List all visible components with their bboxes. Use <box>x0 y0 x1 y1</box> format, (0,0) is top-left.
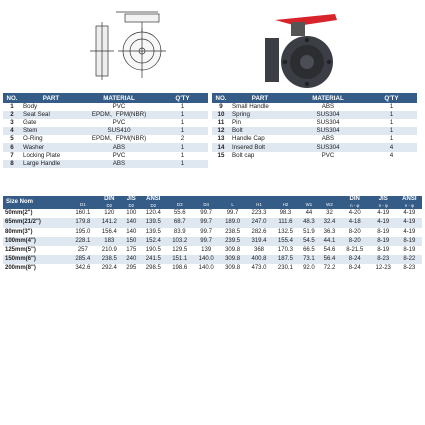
part-material: EPDM、FPM(NBR) <box>91 135 147 143</box>
dim-value: 54.6 <box>323 247 336 254</box>
parts-row <box>3 143 208 151</box>
col-qty: Q'TY <box>157 93 208 103</box>
dim-column-symbol: W2 <box>326 202 333 208</box>
dim-value: 4-19 <box>403 228 416 235</box>
dim-value: 292.4 <box>101 265 117 272</box>
dim-value: 99.7 <box>193 237 219 246</box>
dim-value: 8-24 <box>348 265 361 272</box>
part-qty: 1 <box>366 127 417 135</box>
part-name: Seat Seal <box>21 111 81 119</box>
part-name: Gate <box>23 119 37 127</box>
dim-value: 99.7 <box>193 218 219 227</box>
dim-value: 140 <box>122 218 140 227</box>
part-number: 6 <box>3 143 21 151</box>
dim-value: 103.2 <box>167 237 193 246</box>
dim-row <box>3 237 422 246</box>
dim-value: 190.5 <box>145 247 161 254</box>
dim-value: 309.8 <box>225 265 241 272</box>
dim-column-standard: ANSI <box>146 196 161 202</box>
part-name: Large Handle <box>21 160 81 168</box>
dim-value: 32 <box>326 210 333 217</box>
dim-value: 4-20 <box>348 210 361 217</box>
dim-row <box>3 209 422 218</box>
dim-value: 139.5 <box>145 228 161 235</box>
dim-column-symbol: W1 <box>305 202 313 208</box>
dim-value: 4-19 <box>403 210 416 217</box>
part-qty: 1 <box>389 103 394 111</box>
part-number: 1 <box>10 103 14 111</box>
part-name: Spring <box>230 111 290 119</box>
dim-row <box>3 255 422 264</box>
dim-column-standard: ANSI <box>402 196 417 202</box>
dim-value: 295 <box>126 265 137 272</box>
parts-row <box>212 143 417 151</box>
dim-value: 170.3 <box>277 247 293 254</box>
dim-value: 156.4 <box>101 228 117 235</box>
part-material: SUS304 <box>290 127 366 135</box>
dim-column-symbol: n - φ <box>404 202 414 208</box>
part-material: SUS304 <box>290 143 366 151</box>
col-material: MATERIAL <box>81 93 157 103</box>
part-qty: 1 <box>389 119 394 127</box>
dim-value: 73.1 <box>299 255 320 264</box>
part-number: 3 <box>10 119 14 127</box>
part-number: 5 <box>10 135 14 143</box>
part-material: PVC <box>112 119 126 127</box>
col-size-nom: Size Nom <box>3 196 70 209</box>
dim-value: 100 <box>126 210 137 217</box>
dim-value: 8-23 <box>370 255 397 264</box>
dim-value: 187.5 <box>272 255 298 264</box>
dim-value: 4-19 <box>370 218 397 227</box>
part-name: Insered Bolt <box>230 143 290 151</box>
dim-value: 98.3 <box>279 210 292 217</box>
dim-column-symbol: D2 <box>150 202 157 208</box>
part-name: Washer <box>21 143 81 151</box>
dim-value: 55.6 <box>173 210 186 217</box>
dim-value: 179.8 <box>70 218 96 227</box>
dim-column-header <box>122 196 140 209</box>
part-number: 14 <box>212 143 230 151</box>
part-qty: 4 <box>389 151 394 159</box>
parts-row <box>3 103 208 111</box>
valve-technical-drawing <box>88 8 168 84</box>
dim-value: 68.7 <box>167 218 193 227</box>
dim-value: 257 <box>77 247 88 254</box>
part-material: PVC <box>112 151 126 159</box>
dim-column-standard: JIS <box>126 196 136 202</box>
part-qty: 1 <box>157 143 208 151</box>
part-number: 13 <box>217 135 225 143</box>
parts-row <box>212 111 417 119</box>
col-material: MATERIAL <box>290 93 366 103</box>
dim-value: 210.9 <box>101 247 117 254</box>
part-material: SUS304 <box>290 111 366 119</box>
dim-value: 140.0 <box>198 265 214 272</box>
dim-value: 8-24 <box>340 255 370 264</box>
parts-row <box>212 103 417 111</box>
dim-column-symbol: D4 <box>203 202 209 208</box>
dim-row <box>3 246 422 255</box>
part-name: Small Handle <box>232 103 269 111</box>
parts-row <box>3 160 208 168</box>
dim-value: 8-19 <box>397 237 422 246</box>
part-material: ABS <box>321 103 335 111</box>
parts-table-right <box>212 93 417 160</box>
col-no: NO. <box>3 93 21 103</box>
dim-value: 92.0 <box>303 265 315 272</box>
part-name: Bolt <box>230 127 290 135</box>
dim-value: 8-22 <box>397 255 422 264</box>
dim-value: 368 <box>253 247 264 254</box>
part-qty: 1 <box>389 135 394 143</box>
dim-value: 8-21.5 <box>346 247 364 254</box>
dim-value: 309.8 <box>219 255 245 264</box>
part-number: 2 <box>3 111 21 119</box>
dim-value: 285.4 <box>70 255 96 264</box>
part-number: 7 <box>10 151 14 159</box>
dim-value: 342.6 <box>75 265 91 272</box>
dim-column-header <box>299 196 320 209</box>
part-number: 11 <box>217 119 225 127</box>
parts-row <box>3 119 208 127</box>
dim-column-symbol: L <box>231 202 234 208</box>
part-name: Stem <box>21 127 81 135</box>
part-material: SUS410 <box>81 127 157 135</box>
dim-column-standard: DIN <box>349 196 360 202</box>
dim-column-header <box>272 196 298 209</box>
valve-product-photo <box>255 10 347 88</box>
parts-row <box>3 152 208 160</box>
dim-value: 151.1 <box>167 255 193 264</box>
dim-value: 32.4 <box>319 218 340 227</box>
dim-value: 152.4 <box>140 237 166 246</box>
dim-column-header <box>140 196 166 209</box>
part-qty: 2 <box>180 135 185 143</box>
dim-value: 4-19 <box>397 218 422 227</box>
dim-column-header <box>370 196 397 209</box>
size-nom: 65mm(21/2") <box>3 218 70 227</box>
dim-value: 132.5 <box>277 228 293 235</box>
part-material: ABS <box>321 135 335 143</box>
dim-value: 155.4 <box>272 237 298 246</box>
part-qty: 1 <box>180 103 185 111</box>
dim-row <box>3 218 422 227</box>
part-name: Bolt cap <box>232 151 255 159</box>
dim-value: 12-23 <box>375 265 391 272</box>
dim-column-standard: JIS <box>378 196 388 202</box>
dim-column-header <box>219 196 245 209</box>
parts-row <box>212 135 417 143</box>
part-material: ABS <box>81 160 157 168</box>
dim-value: 120.4 <box>145 210 161 217</box>
size-nom: 80mm(3") <box>5 228 33 235</box>
dim-value: 8-19 <box>403 247 416 254</box>
dim-value: 247.0 <box>246 218 272 227</box>
dim-value: 175 <box>126 247 137 254</box>
part-qty: 1 <box>366 111 417 119</box>
parts-row <box>3 135 208 143</box>
dim-value: 8-23 <box>403 265 416 272</box>
dim-value: 4-19 <box>377 210 390 217</box>
part-material: ABS <box>81 143 157 151</box>
dim-column-header <box>96 196 122 209</box>
part-name: Pin <box>232 119 241 127</box>
dim-row <box>3 264 422 273</box>
dim-column-header <box>193 196 219 209</box>
parts-row <box>212 152 417 160</box>
part-number: 4 <box>3 127 21 135</box>
parts-table-left <box>3 93 208 168</box>
dim-column-symbol: n - φ <box>350 202 360 208</box>
dim-value: 56.4 <box>319 255 340 264</box>
part-number: 12 <box>212 127 230 135</box>
part-material: SUS304 <box>316 119 340 127</box>
dim-value: 139.5 <box>140 218 166 227</box>
part-number: 9 <box>219 103 223 111</box>
dimensions-table <box>3 196 422 274</box>
dim-column-header <box>319 196 340 209</box>
part-qty: 4 <box>366 143 417 151</box>
size-nom: 150mm(6") <box>3 255 70 264</box>
part-qty: 1 <box>157 111 208 119</box>
dim-value: 54.5 <box>299 237 320 246</box>
dim-value: 99.7 <box>226 210 239 217</box>
col-qty: Q'TY <box>366 93 417 103</box>
dim-value: 99.7 <box>200 228 212 235</box>
part-name: Handle Cap <box>232 135 265 143</box>
dim-column-symbol: D3 <box>176 202 183 208</box>
dim-column-symbol: n - φ <box>378 202 388 208</box>
dim-value: 238.5 <box>225 228 241 235</box>
dim-value: 160.1 <box>75 210 91 217</box>
dim-column-symbol: H2 <box>282 202 289 208</box>
dim-value: 8-19 <box>370 237 397 246</box>
dim-value: 48.3 <box>299 218 320 227</box>
dim-value: 44 <box>305 210 313 217</box>
parts-row <box>3 127 208 135</box>
part-qty: 1 <box>180 151 185 159</box>
dim-column-symbol: D1 <box>80 202 86 208</box>
dim-value: 189.0 <box>219 218 245 227</box>
part-qty: 1 <box>157 127 208 135</box>
dim-value: 241.5 <box>140 255 166 264</box>
dim-column-symbol: D2 <box>128 202 135 208</box>
dim-column-header <box>70 196 96 209</box>
dim-value: 8-20 <box>348 228 361 235</box>
dim-value: 140.0 <box>193 255 219 264</box>
part-name: Locking Plate <box>23 151 61 159</box>
dim-column-header <box>246 196 272 209</box>
dim-value: 99.7 <box>200 210 212 217</box>
dim-value: 66.5 <box>303 247 315 254</box>
dim-value: 298.5 <box>145 265 161 272</box>
dim-column-header <box>397 196 422 209</box>
dim-value: 72.2 <box>323 265 336 272</box>
part-material: PVC <box>112 103 126 111</box>
part-name: O-Ring <box>23 135 43 143</box>
part-material: PVC <box>321 151 335 159</box>
dim-value: 239.5 <box>219 237 245 246</box>
dim-value: 228.1 <box>70 237 96 246</box>
parts-row <box>3 111 208 119</box>
dim-value: 141.2 <box>96 218 122 227</box>
dim-value: 8-19 <box>377 228 390 235</box>
size-nom: 200mm(8") <box>5 265 36 272</box>
dim-value: 195.0 <box>75 228 91 235</box>
dim-value: 111.6 <box>272 218 298 227</box>
dim-value: 4-18 <box>340 218 370 227</box>
part-name: Body <box>23 103 38 111</box>
col-part: PART <box>21 93 81 103</box>
dim-column-symbol: H1 <box>256 202 262 208</box>
dim-value: 223.3 <box>251 210 267 217</box>
dim-value: 230.1 <box>277 265 293 272</box>
dim-column-symbol: D2 <box>106 202 113 208</box>
size-nom: 100mm(4") <box>3 237 70 246</box>
dim-value: 8-20 <box>340 237 370 246</box>
part-number: 15 <box>217 151 225 159</box>
part-qty: 1 <box>157 160 208 168</box>
dim-value: 183 <box>96 237 122 246</box>
dim-column-standard: DIN <box>104 196 115 202</box>
dim-value: 8-19 <box>377 247 390 254</box>
dim-row <box>3 228 422 237</box>
dim-value: 150 <box>122 237 140 246</box>
dim-column-header <box>167 196 193 209</box>
dim-value: 238.5 <box>96 255 122 264</box>
dim-value: 282.6 <box>251 228 267 235</box>
dim-value: 83.9 <box>173 228 186 235</box>
dim-value: 473.0 <box>251 265 267 272</box>
dim-value: 44.1 <box>319 237 340 246</box>
dim-value: 309.8 <box>225 247 241 254</box>
size-nom: 50mm(2") <box>5 210 33 217</box>
size-nom: 125mm(5") <box>5 247 36 254</box>
dim-value: 129.5 <box>172 247 188 254</box>
dim-value: 400.8 <box>246 255 272 264</box>
dim-value: 139 <box>201 247 212 254</box>
col-no: NO. <box>212 93 230 103</box>
dim-value: 319.4 <box>246 237 272 246</box>
dim-value: 240 <box>122 255 140 264</box>
parts-row <box>212 119 417 127</box>
dim-column-header <box>340 196 370 209</box>
dim-value: 140 <box>126 228 137 235</box>
part-material: EPDM、FPM(NBR) <box>81 111 157 119</box>
part-qty: 1 <box>180 119 185 127</box>
dim-value: 198.6 <box>172 265 188 272</box>
parts-row <box>212 127 417 135</box>
col-part: PART <box>230 93 290 103</box>
dim-value: 120 <box>104 210 115 217</box>
part-number: 10 <box>212 111 230 119</box>
part-number: 8 <box>3 160 21 168</box>
dim-value: 36.3 <box>323 228 336 235</box>
dim-value: 51.9 <box>303 228 315 235</box>
